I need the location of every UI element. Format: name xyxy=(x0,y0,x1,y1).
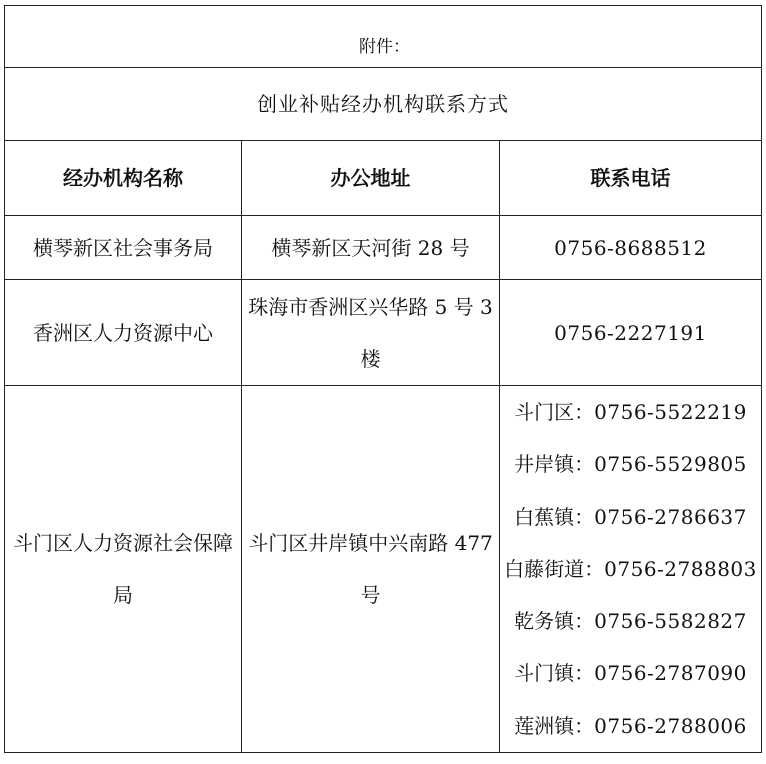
phone-place: 乾务镇： xyxy=(514,609,595,634)
title-row xyxy=(5,68,762,141)
phone-place: 莲洲镇： xyxy=(514,713,595,738)
table-title: 创业补贴经办机构联系方式 xyxy=(5,68,762,141)
phone-number: 0756-2788006 xyxy=(594,713,747,738)
phone-item-lianzhou xyxy=(500,700,761,752)
table-row xyxy=(5,280,762,386)
agency-name-text: 横琴新区社会事务局 xyxy=(33,235,213,260)
header-row xyxy=(5,141,762,216)
phone-number: 0756-2788803 xyxy=(604,556,757,581)
agency-phone-text: 0756-2227191 xyxy=(554,320,707,345)
agency-phone xyxy=(500,280,762,386)
agency-address xyxy=(242,216,500,280)
phone-item-qianwu xyxy=(500,595,761,647)
agency-address xyxy=(242,386,500,753)
phone-number: 0756-2786637 xyxy=(594,504,747,529)
phone-number: 0756-2787090 xyxy=(594,661,747,686)
phone-place: 白藤街道： xyxy=(504,556,605,581)
attachment-label: 附件： xyxy=(359,37,410,57)
phone-number: 0756-5529805 xyxy=(594,452,747,477)
agency-name xyxy=(5,280,242,386)
agency-name xyxy=(5,216,242,280)
phone-list xyxy=(500,386,761,752)
phone-number: 0756-5582827 xyxy=(594,609,747,634)
phone-place: 白蕉镇： xyxy=(514,504,595,529)
attachment-cell xyxy=(5,6,762,68)
agency-phone xyxy=(500,216,762,280)
agency-address-text: 横琴新区天河街 28 号 xyxy=(271,235,470,260)
agency-name-text: 斗门区人力资源社会保障局 xyxy=(13,531,233,608)
agency-name xyxy=(5,386,242,753)
header-name: 经办机构名称 xyxy=(5,141,242,216)
phone-place: 斗门镇： xyxy=(514,661,595,686)
phone-item-baiteng xyxy=(500,543,761,595)
phone-item-doumen-district xyxy=(500,386,761,438)
contact-table xyxy=(4,5,762,753)
phone-item-baijiao xyxy=(500,491,761,543)
attachment-row xyxy=(5,6,762,68)
agency-address-text: 斗门区井岸镇中兴南路 477 号 xyxy=(248,531,493,608)
table-row xyxy=(5,386,762,753)
table-row xyxy=(5,216,762,280)
phone-number: 0756-5522219 xyxy=(594,400,747,424)
phone-place: 斗门区： xyxy=(514,400,595,424)
header-address: 办公地址 xyxy=(242,141,500,216)
phone-item-doumen-town xyxy=(500,647,761,699)
agency-phone-text: 0756-8688512 xyxy=(554,235,707,260)
agency-address xyxy=(242,280,500,386)
agency-name-text: 香洲区人力资源中心 xyxy=(33,320,213,345)
phone-item-jingan xyxy=(500,438,761,490)
agency-phone-list xyxy=(500,386,762,753)
phone-place: 井岸镇： xyxy=(514,452,595,477)
header-phone: 联系电话 xyxy=(500,141,762,216)
agency-address-text: 珠海市香洲区兴华路 5 号 3 楼 xyxy=(248,294,493,371)
